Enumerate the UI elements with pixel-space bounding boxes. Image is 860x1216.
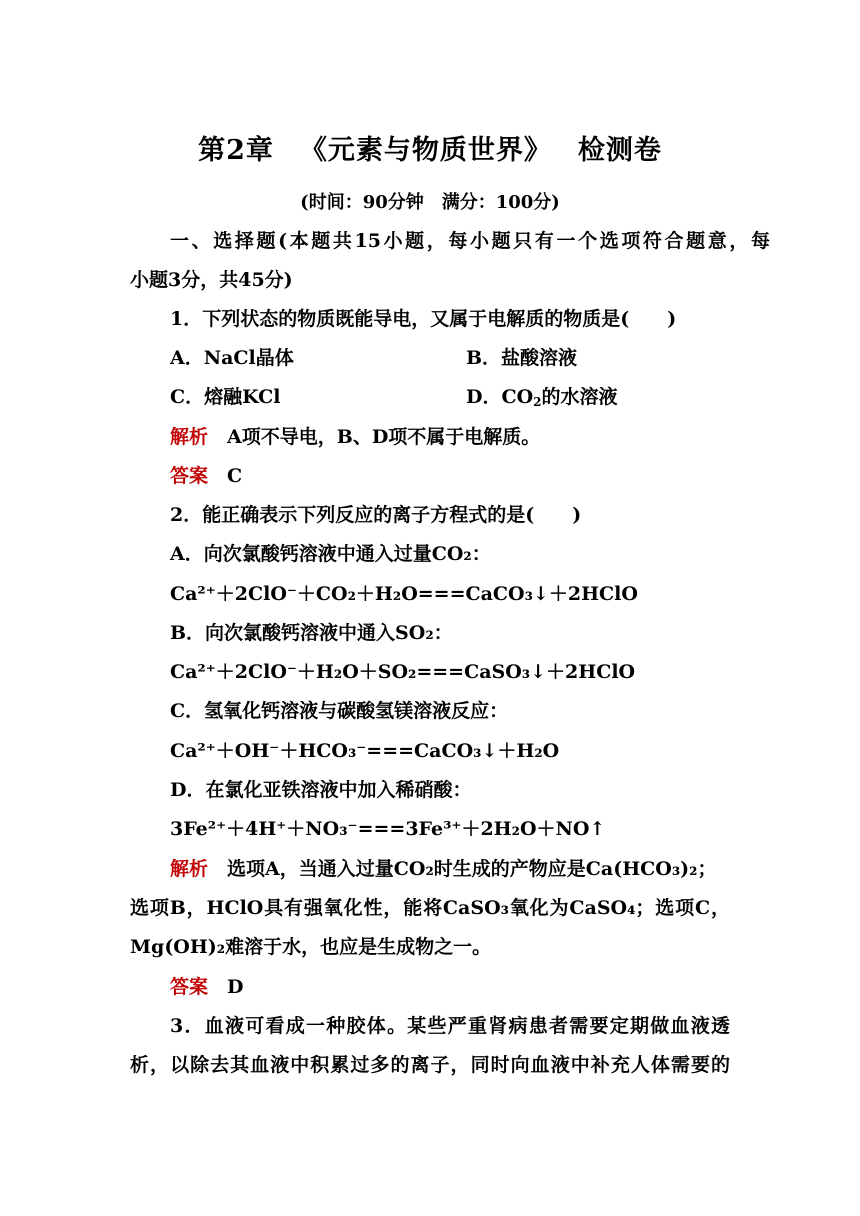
q1-answer-value: C (227, 465, 243, 487)
q2-answer (170, 973, 244, 1001)
q2-answer-label: 答案 (170, 976, 209, 998)
q3-stem-line1: 3．血液可看成一种胶体。某些严重肾病患者需要定期做血液透 (170, 1015, 730, 1037)
q1-analysis-text: A项不导电，B、D项不属于电解质。 (227, 426, 541, 448)
q2-option-b: B．向次氯酸钙溶液中通入SO₂： (170, 622, 453, 644)
q1-answer-label: 答案 (170, 465, 209, 487)
q2-analysis-line2: 选项B，HClO具有强氧化性，能将CaSO₃氧化为CaSO₄；选项C， (130, 897, 730, 919)
q1-stem: 1．下列状态的物质既能导电，又属于电解质的物质是( ) (170, 308, 677, 330)
q2-option-a: A．向次氯酸钙溶液中通入过量CO₂： (170, 543, 491, 565)
q1-option-d-sub: 2 (533, 395, 542, 409)
q2-stem: 2．能正确表示下列反应的离子方程式的是( ) (170, 504, 582, 526)
q1-option-a: A．NaCl晶体 (170, 347, 294, 369)
q1-option-c: C．熔融KCl (170, 386, 281, 408)
q2-answer-value: D (227, 976, 244, 998)
q2-analysis-line1 (170, 855, 716, 883)
q1-option-d-post: 的水溶液 (541, 386, 618, 408)
q2-option-b-equation: Ca²⁺＋2ClO⁻＋H₂O＋SO₂===CaSO₃↓＋2HClO (170, 661, 636, 683)
q1-answer (170, 462, 242, 490)
q1-analysis (170, 423, 540, 451)
q2-analysis-line3: Mg(OH)₂难溶于水，也应是生成物之一。 (130, 936, 492, 958)
title-test: 检测卷 (577, 135, 662, 166)
q1-option-d-pre: D．CO (466, 386, 534, 408)
page-title (0, 128, 860, 167)
q3-stem-line2: 析，以除去其血液中积累过多的离子，同时向血液中补充人体需要的 (130, 1054, 730, 1076)
q2-option-a-equation: Ca²⁺＋2ClO⁻＋CO₂＋H₂O===CaCO₃↓＋2HClO (170, 583, 638, 605)
q2-analysis-text1: 选项A，当通入过量CO₂时生成的产物应是Ca(HCO₃)₂； (227, 858, 717, 880)
exam-info: (时间：90分钟 满分：100分) (300, 192, 560, 213)
q2-option-d: D．在氯化亚铁溶液中加入稀硝酸： (170, 779, 472, 801)
section-heading-line2: 小题3分，共45分) (130, 269, 293, 291)
q2-option-c-equation: Ca²⁺＋OH⁻＋HCO₃⁻===CaCO₃↓＋H₂O (170, 740, 560, 762)
q1-option-d (466, 383, 618, 411)
section-heading-line1: 一、选择题(本题共15小题，每小题只有一个选项符合题意，每 (170, 230, 770, 252)
title-chapter: 第2章 (198, 135, 274, 166)
title-book: 《元素与物质世界》 (299, 135, 552, 166)
q2-option-c: C．氢氧化钙溶液与碳酸氢镁溶液反应： (170, 700, 509, 722)
q2-option-d-equation: 3Fe²⁺＋4H⁺＋NO₃⁻===3Fe³⁺＋2H₂O＋NO↑ (170, 818, 606, 840)
q1-option-b: B．盐酸溶液 (466, 347, 578, 369)
q1-analysis-label: 解析 (170, 426, 209, 448)
q2-analysis-label: 解析 (170, 858, 209, 880)
